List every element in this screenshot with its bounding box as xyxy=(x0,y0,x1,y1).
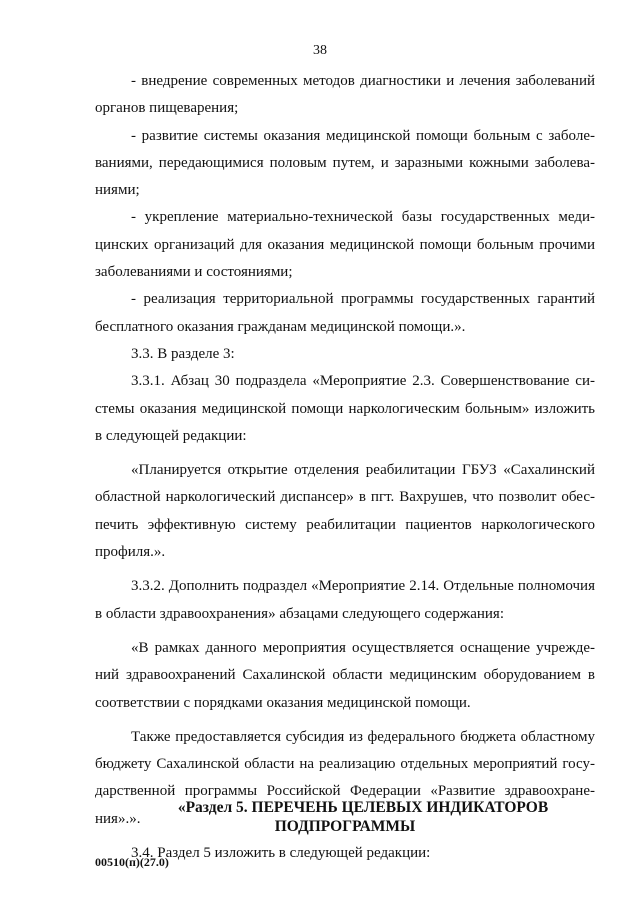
section-heading-line-2: ПОДПРОГРАММЫ xyxy=(274,818,416,835)
paragraph-3-4: 3.4. Раздел 5 изложить в следующей редакции: xyxy=(131,845,431,862)
paragraph-subsidy: Также предоставляется субсидия из федерального бюджета областному бюджету Сахалинской области на реализацию отдельных мероприятий государственной программы Российской Федерации «Развитие здравоохранения».». xyxy=(95,728,595,827)
section-heading-line-1: «Раздел 5. ПЕРЕЧЕНЬ ЦЕЛЕВЫХ ИНДИКАТОРОВ xyxy=(177,799,549,816)
paragraph-3-3-1: 3.3.1. Абзац 30 подраздела «Мероприятие 2.3. Совершенствование системы оказания медицинской помощи наркологическим больным» изложить в следующей редакции: xyxy=(95,373,595,444)
paragraph-rehab-quote: «Планируется открытие отделения реабилитации ГБУЗ «Сахалинский областной наркологический диспансер» в пгт. Вахрушев, что позволит обеспечить эффективную систему реабилитации пациентов наркологического профиля.». xyxy=(95,462,595,561)
document-body xyxy=(95,68,595,867)
page-number: 38 xyxy=(313,43,327,58)
section-5-heading xyxy=(95,798,595,836)
paragraph-3-3-2: 3.3.2. Дополнить подраздел «Мероприятие 2.14. Отдельные полномочия в области здравоохранения» абзацами следующего содержания: xyxy=(95,578,595,622)
paragraph-material-base: - укрепление материально-технической базы государственных медицинских организаций для оказания медицинской помощи больным прочими заболеваниями и состояниями; xyxy=(95,209,595,281)
paragraph-section-3-3: 3.3. В разделе 3: xyxy=(131,345,235,362)
paragraph-equipment-quote: «В рамках данного мероприятия осуществляется оснащение учреждений здравоохранений Сахалинской области медицинским оборудованием в соответствии с порядками оказания медицинской помощи. xyxy=(95,639,595,711)
paragraph-digestive: - внедрение современных методов диагностики и лечения заболеваний органов пищеварения; xyxy=(95,73,595,117)
paragraph-std-care: - развитие системы оказания медицинской помощи больным с заболеваниями, передающимися половым путем, и заразными кожными заболеваниями; xyxy=(95,127,595,199)
paragraph-territorial-program: - реализация территориальной программы государственных гарантий бесплатного оказания гражданам медицинской помощи.». xyxy=(95,291,595,335)
document-code: 00510(п)(27.0) xyxy=(95,855,169,869)
